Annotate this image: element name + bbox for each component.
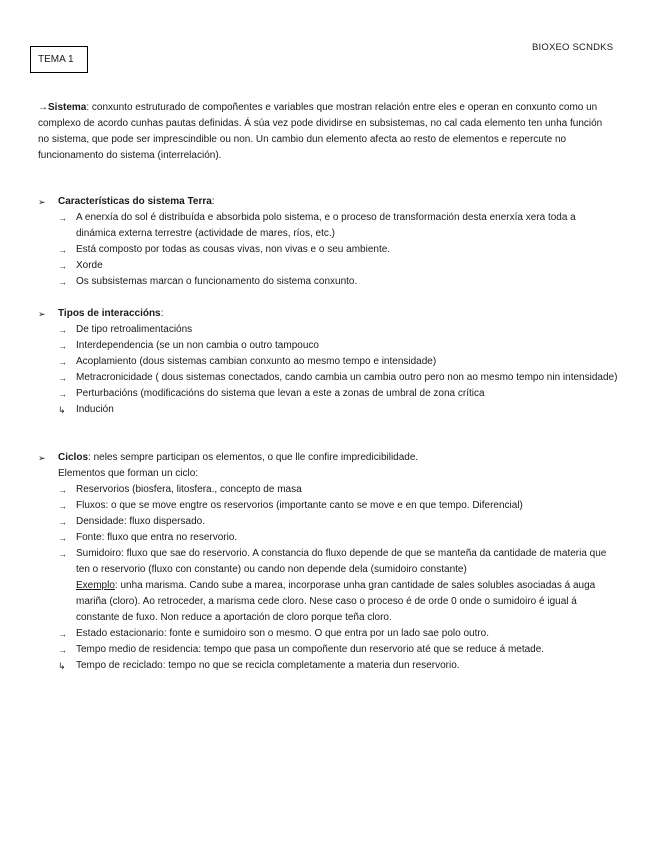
arrow-icon: → xyxy=(58,629,67,639)
list-item xyxy=(58,210,618,242)
list-item-text: Indución xyxy=(76,404,114,415)
list-item xyxy=(58,626,618,642)
list-item-text: Fonte: fluxo que entra no reservorio. xyxy=(76,532,238,543)
arrow-icon: → xyxy=(58,357,67,367)
list-item-text: Está composto por todas as cousas vivas, non vivas e o seu ambiente. xyxy=(76,244,391,255)
list-item-text: Reservorios (biosfera, litosfera., concepto de masa xyxy=(76,484,302,495)
list-item xyxy=(58,498,618,514)
arrow-icon: → xyxy=(58,549,67,559)
list-item xyxy=(58,338,618,354)
list-item xyxy=(58,386,618,402)
topic-label: TEMA 1 xyxy=(38,53,74,65)
section-suffix: : xyxy=(160,308,164,319)
list-item-text: Fluxos: o que se move engtre os reservorios (importante canto se move e en que tempo. Diferencial) xyxy=(76,500,523,511)
list-item xyxy=(58,274,618,290)
section-suffix: : xyxy=(211,196,215,207)
section-suffix: : neles sempre participan os elementos, o que lle confire impredicibilidade. xyxy=(88,452,419,463)
list-item-text: A enerxía do sol é distribuída e absorbida polo sistema, e o proceso de transformación desta enerxía xera toda a dinámica externa terrestre (actividade de mares, ríos, etc.) xyxy=(76,212,576,239)
section-bullet-icon: ➢ xyxy=(38,453,46,463)
section-title: Ciclos xyxy=(58,452,89,463)
section-ciclos xyxy=(38,450,618,674)
list-item-text: Interdependencia (se un non cambia o outro tampouco xyxy=(76,340,319,351)
list-item-text: Estado estacionario: fonte e sumidoiro son o mesmo. O que entra por un lado sae polo outro. xyxy=(76,628,490,639)
list-item xyxy=(58,322,618,338)
arrow-icon: → xyxy=(58,533,67,543)
list-item-text: Metracronicidade ( dous sistemas conectados, cando cambia un cambia outro pero non ao mesmo tempo nin intensidade) xyxy=(76,372,618,383)
list-item xyxy=(58,642,618,658)
corner-arrow-icon: ↳ xyxy=(58,405,66,415)
section-subtitle: Elementos que forman un ciclo: xyxy=(58,468,199,479)
list-item xyxy=(58,242,618,258)
arrow-icon: → xyxy=(58,501,67,511)
arrow-icon: → xyxy=(58,645,67,655)
list-item xyxy=(58,658,618,674)
list-item xyxy=(58,530,618,546)
topic-box xyxy=(30,46,88,73)
list-item-text: Densidade: fluxo dispersado. xyxy=(76,516,205,527)
list-item-text: Xorde xyxy=(76,260,103,271)
example-text: : unha marisma. Cando sube a marea, incorporase unha gran cantidade de sales solubles asociadas á auga mariña (cloro). Ao retroceder, a marisma cede cloro. Nese caso o proceso é de orde 0 onde o sumidoiro é igual á constante de fuxo. Non reduce a aportación de cloro porque teña cloro. xyxy=(76,580,596,623)
list-item xyxy=(58,354,618,370)
intro-text: : conxunto estruturado de compoñentes e variables que mostran relación entre eles e operan en conxunto como un complexo de acordo cunhas pautas definidas. Á súa vez pode dividirse en subsistemas, no cal cada elemento ten unha función no sistema, que pode ser imprescindible ou non. Un cambio dun elemento afecta ao resto de elementos e repercute no funcionamento do sistema (interrelación). xyxy=(38,102,603,161)
list-item-text: Tempo de reciclado: tempo no que se recicla completamente a materia dun reservorio. xyxy=(76,660,460,671)
course-header: BIOXEO SCNDKS xyxy=(532,42,614,53)
list-item-text: De tipo retroalimentacións xyxy=(76,324,193,335)
list-item xyxy=(58,258,618,274)
arrow-icon: → xyxy=(58,389,67,399)
list-item xyxy=(58,514,618,530)
arrow-icon: → xyxy=(58,245,67,255)
section-caracteristicas xyxy=(38,194,618,290)
list-item-text: Os subsistemas marcan o funcionamento do sistema conxunto. xyxy=(76,276,358,287)
list-item-text: Tempo medio de residencia: tempo que pasa un compoñente dun reservorio até que se reduce á metade. xyxy=(76,644,545,655)
list-item-text: Acoplamiento (dous sistemas cambian conxunto ao mesmo tempo e intensidade) xyxy=(76,356,437,367)
section-bullet-icon: ➢ xyxy=(38,197,46,207)
arrow-icon: → xyxy=(38,102,48,113)
intro-term: Sistema xyxy=(48,102,87,113)
arrow-icon: → xyxy=(58,373,67,383)
corner-arrow-icon: ↳ xyxy=(58,661,66,671)
arrow-icon: → xyxy=(58,485,67,495)
arrow-icon: → xyxy=(58,213,67,223)
arrow-icon: → xyxy=(58,277,67,287)
section-tipos-interaccions xyxy=(38,306,618,418)
section-bullet-icon: ➢ xyxy=(38,309,46,319)
example-label: Exemplo xyxy=(76,580,115,591)
arrow-icon: → xyxy=(58,261,67,271)
list-item xyxy=(58,402,618,418)
list-item xyxy=(58,482,618,498)
section-title: Tipos de interaccións xyxy=(58,308,161,319)
list-item-text: Sumidoiro: fluxo que sae do reservorio. A constancia do fluxo depende de que se manteña da cantidade de materia que ten o reservorio (fluxo con constante) ou cando non depende dela (sumidoiro constante) xyxy=(76,548,607,575)
arrow-icon: → xyxy=(58,341,67,351)
list-item xyxy=(58,370,618,386)
list-item xyxy=(58,546,618,626)
arrow-icon: → xyxy=(58,325,67,335)
section-title: Características do sistema Terra xyxy=(58,196,212,207)
arrow-icon: → xyxy=(58,517,67,527)
intro-paragraph xyxy=(38,100,613,164)
list-item-text: Perturbacións (modificacións do sistema que levan a este a zonas de umbral de zona crítica xyxy=(76,388,485,399)
